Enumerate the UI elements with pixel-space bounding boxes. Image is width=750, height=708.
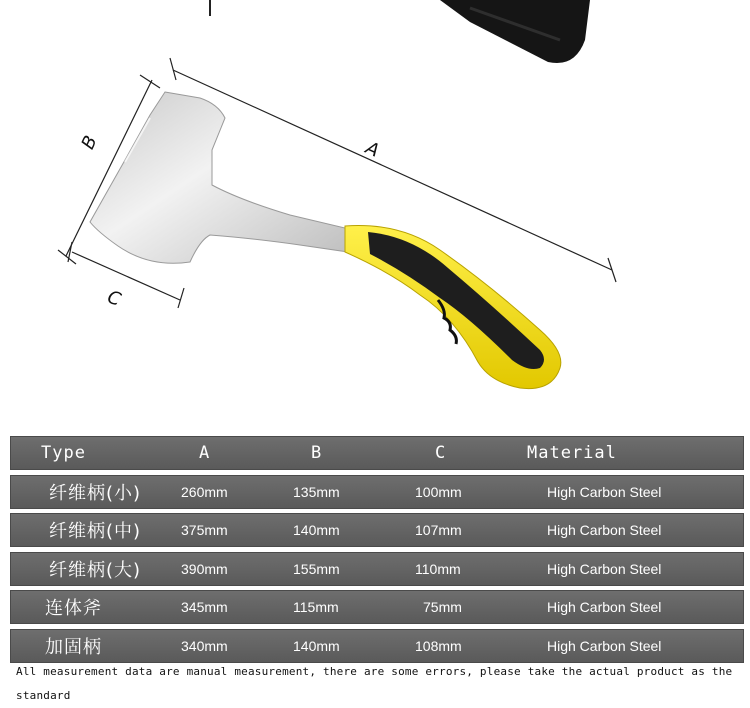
- cell-material: High Carbon Steel: [547, 599, 662, 615]
- cell-c: 100mm: [415, 483, 462, 500]
- cell-type: 加固柄: [45, 636, 102, 658]
- cell-type: 纤维柄(大): [49, 559, 142, 581]
- table-row: [10, 552, 744, 586]
- cell-b: 115mm: [293, 599, 339, 615]
- table-row: [10, 629, 744, 663]
- cell-a: 345mm: [181, 599, 228, 615]
- cell-b: 140mm: [293, 637, 340, 654]
- header-material: Material: [527, 443, 617, 463]
- spec-table: [10, 436, 744, 667]
- cell-type: 连体斧: [45, 598, 102, 619]
- cell-c: 110mm: [415, 560, 461, 577]
- header-a: A: [199, 443, 211, 463]
- cell-c: 108mm: [415, 637, 462, 654]
- cell-material: High Carbon Steel: [547, 483, 662, 500]
- cell-type: 纤维柄(中): [49, 521, 142, 542]
- cell-c: 107mm: [415, 522, 462, 538]
- header-b: B: [311, 443, 323, 463]
- table-header-row: [10, 436, 744, 470]
- measurement-note: All measurement data are manual measurement, there are some errors, please take the actual product as the standard: [16, 665, 733, 702]
- table-row: [10, 475, 744, 509]
- cell-a: 375mm: [181, 522, 228, 538]
- cell-material: High Carbon Steel: [547, 522, 662, 538]
- cell-material: High Carbon Steel: [547, 560, 662, 577]
- table-row: [10, 590, 744, 624]
- dimension-label-c: C: [104, 286, 124, 311]
- cell-a: 260mm: [181, 483, 228, 500]
- cell-b: 135mm: [293, 483, 340, 500]
- cell-material: High Carbon Steel: [547, 637, 662, 654]
- cell-a: 390mm: [181, 560, 228, 577]
- header-c: C: [435, 443, 447, 463]
- header-type: Type: [41, 443, 86, 463]
- cell-type: 纤维柄(小): [49, 482, 142, 504]
- axe-head: [90, 92, 348, 263]
- cell-b: 140mm: [293, 522, 340, 538]
- dimension-label-a: A: [362, 137, 383, 162]
- partial-axe-handle: [210, 0, 590, 63]
- cell-b: 155mm: [293, 560, 340, 577]
- table-row: [10, 513, 744, 547]
- cell-c: 75mm: [423, 599, 462, 615]
- dimension-label-b: B: [77, 132, 102, 153]
- axe-grip: [345, 226, 561, 389]
- cell-a: 340mm: [181, 637, 228, 654]
